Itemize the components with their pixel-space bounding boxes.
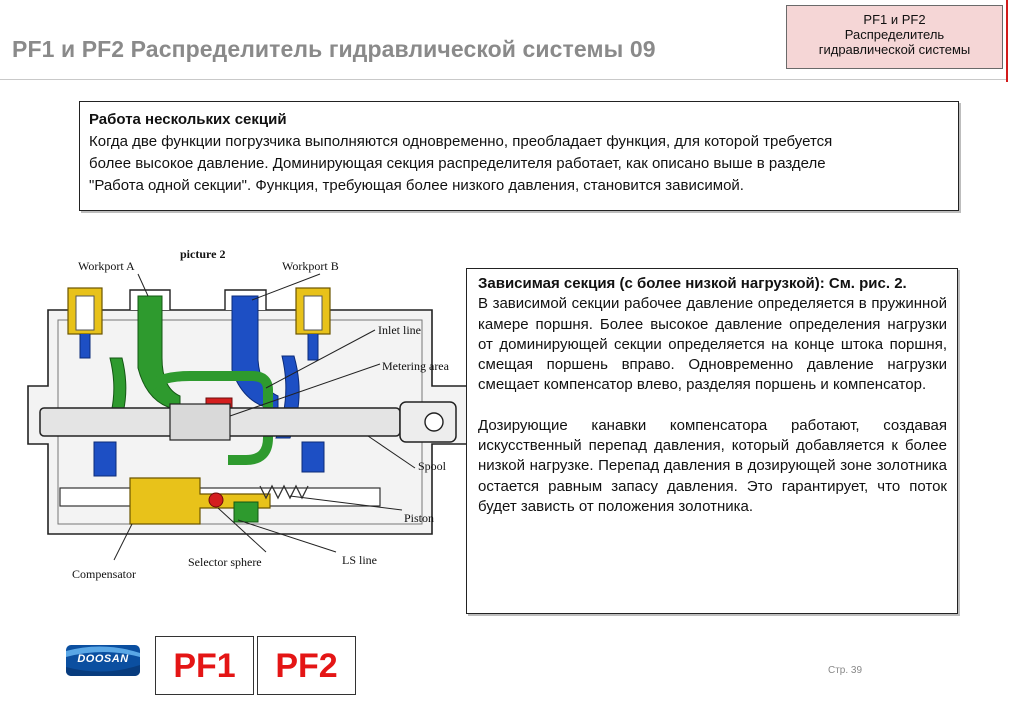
- logo-text: DOOSAN: [77, 653, 129, 665]
- corner-label-box: [786, 5, 1003, 69]
- lower-blue-cavity-left: [94, 442, 116, 476]
- label-compensator: Compensator: [72, 567, 136, 581]
- lower-blue-cavity-right: [302, 442, 324, 472]
- label-ls-line: LS line: [342, 553, 377, 567]
- paragraph-gap: [478, 396, 947, 416]
- left-blue-passage: [80, 334, 90, 358]
- label-piston: Piston: [404, 511, 435, 525]
- selector-sphere: [209, 493, 223, 507]
- right-check-valve-core: [304, 296, 322, 330]
- page-number: Стр. 39: [828, 665, 863, 676]
- diagram-title: picture 2: [180, 247, 226, 261]
- multi-section-text-box: [79, 101, 959, 211]
- label-inlet-line: Inlet line: [378, 323, 421, 337]
- left-check-valve-core: [76, 296, 94, 330]
- box2-heading: Зависимая секция (с более низкой нагрузкой): См. рис. 2.: [478, 275, 907, 292]
- box2-paragraph-2: Дозирующие канавки компенсатора работают, создавая искусственный перепад давления, который добавляется к более низкой нагрузке. Перепад давления в дозирующей зоне золотника остается равным запасу давления. Это гарантирует, что поток будет зависть от положения золотника.: [478, 416, 947, 515]
- red-accent-line: [1006, 0, 1008, 82]
- dependent-section-text-box: [466, 268, 958, 614]
- box1-line-2: более высокое давление. Доминирующая секция распределителя работает, как описано выше в разделе: [89, 155, 826, 172]
- pf1-label-box: PF1: [155, 636, 254, 695]
- ls-green-passage: [234, 502, 258, 522]
- doosan-logo: [66, 645, 140, 676]
- pf2-label-box: PF2: [257, 636, 356, 695]
- label-spool: Spool: [418, 459, 447, 473]
- box1-line-1: Когда две функции погрузчика выполняются одновременно, преобладает функция, для которой требуется: [89, 133, 833, 150]
- label-metering-area: Metering area: [382, 359, 449, 373]
- label-workport-a: Workport A: [78, 259, 135, 273]
- box1-heading: Работа нескольких секций: [89, 111, 287, 128]
- corner-line-3: гидравлической системы: [818, 42, 971, 57]
- spool-eye: [425, 413, 443, 431]
- box1-line-3: "Работа одной секции". Функция, требующая более низкого давления, становится зависимой.: [89, 177, 744, 194]
- spool-land: [170, 404, 230, 440]
- corner-line-1: PF1 и PF2: [863, 12, 926, 27]
- right-blue-passage: [308, 334, 318, 360]
- page-title: PF1 и PF2 Распределитель гидравлической системы 09: [12, 36, 656, 62]
- corner-line-2: Распределитель: [844, 27, 945, 42]
- valve-diagram: [20, 238, 470, 590]
- box2-paragraph-1: В зависимой секции рабочее давление определяется в пружинной камере поршня. Более высокое давление определения нагрузки от доминирующей секции определяется на конце штока поршня, смещая поршень вправо. Одновременно давление нагрузки смещает компенсатор влево, разделяя поршень и компенсатор.: [478, 295, 947, 394]
- label-workport-b: Workport B: [282, 259, 339, 273]
- label-selector-sphere: Selector sphere: [188, 555, 262, 569]
- header-divider: [0, 79, 1006, 80]
